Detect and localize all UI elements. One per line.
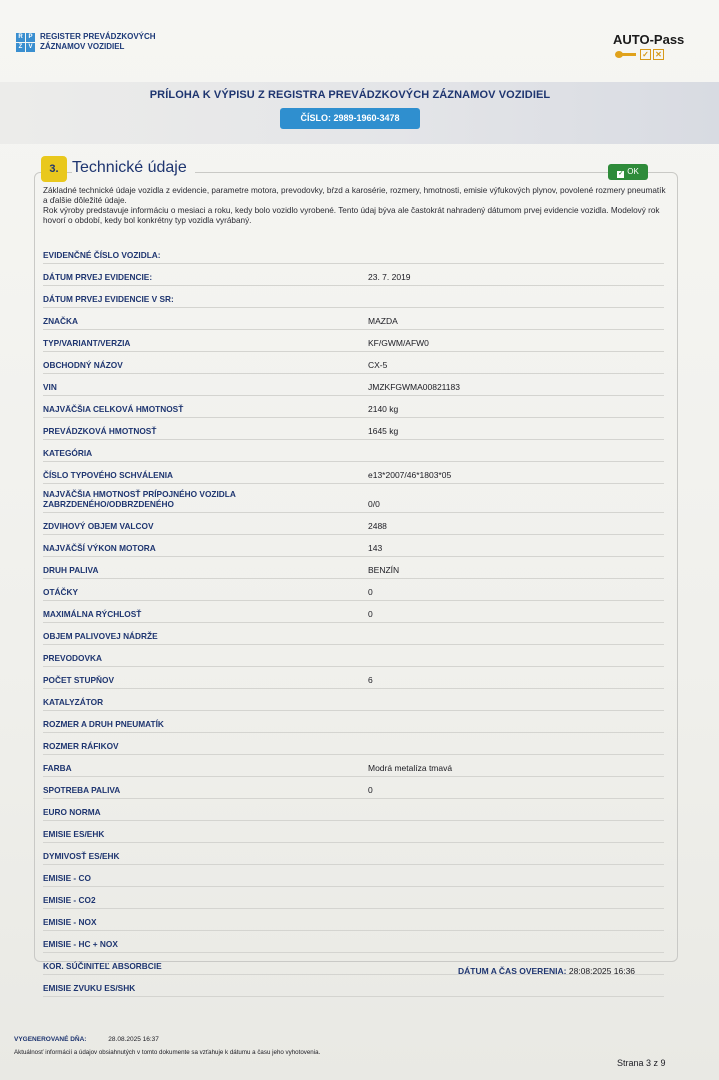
row-value: 0 [368, 785, 373, 795]
check-icon: ✓ [618, 171, 624, 177]
row-label: MAXIMÁLNA RÝCHLOSŤ [43, 608, 142, 619]
row-label: EURO NORMA [43, 806, 101, 817]
table-row [43, 931, 664, 953]
row-value: 2140 kg [368, 404, 399, 414]
table-row [43, 887, 664, 909]
row-value: KF/GWM/AFW0 [368, 338, 429, 348]
row-value: 6 [368, 675, 373, 685]
table-row [43, 777, 664, 799]
row-label: PREVÁDZKOVÁ HMOTNOSŤ [43, 425, 157, 436]
row-label: EMISIE ZVUKU ES/SHK [43, 982, 136, 993]
table-row [43, 242, 664, 264]
table-row [43, 286, 664, 308]
table-row [43, 711, 664, 733]
row-label: DYMIVOSŤ ES/EHK [43, 850, 120, 861]
row-value: 0 [368, 609, 373, 619]
technical-data-table [43, 242, 664, 997]
row-label: KATALYZÁTOR [43, 696, 104, 707]
table-row [43, 975, 664, 997]
logo-line-1: REGISTER PREVÁDZKOVÝCH [40, 32, 156, 41]
logo-text [40, 32, 156, 52]
row-label: NAJVÄČŠÍ VÝKON MOTORA [43, 542, 156, 553]
row-value: e13*2007/46*1803*05 [368, 470, 452, 480]
table-row [43, 330, 664, 352]
row-label: EMISIE - CO2 [43, 894, 96, 905]
table-row [43, 601, 664, 623]
intro-paragraph-2: Rok výroby predstavuje informáciu o mesiaci a roku, kedy bolo vozidlo vyrobené. Tento údaj býva ale častokrát nahradený dátumom prvej evidencie vozidla. Modelový rok hovorí o období, kedy bol konkrétny typ vozidla vyrábaný. [43, 206, 660, 225]
row-label: KOR. SÚČINITEĽ ABSORBCIE [43, 960, 162, 971]
row-value: 143 [368, 543, 383, 553]
row-label: POČET STUPŇOV [43, 674, 114, 685]
table-row [43, 484, 664, 513]
table-row [43, 264, 664, 286]
row-label: DRUH PALIVA [43, 564, 99, 575]
verification-label: DÁTUM A ČAS OVERENIA: [458, 966, 567, 976]
row-label: DÁTUM PRVEJ EVIDENCIE: [43, 271, 153, 282]
generated-info [14, 1036, 159, 1043]
table-row [43, 396, 664, 418]
table-row [43, 689, 664, 711]
page-number: Strana 3 z 9 [617, 1058, 666, 1068]
row-label: EMISIE - CO [43, 872, 91, 883]
table-row [43, 645, 664, 667]
table-row [43, 733, 664, 755]
table-row [43, 909, 664, 931]
status-badge [608, 164, 648, 180]
row-value: 0/0 [368, 499, 380, 509]
logo-letter: R [16, 33, 25, 42]
table-row [43, 418, 664, 440]
section-title: Technické údaje [72, 159, 195, 177]
table-row [43, 799, 664, 821]
key-icon [615, 50, 637, 59]
row-label: EMISIE ES/EHK [43, 828, 105, 839]
table-row [43, 667, 664, 689]
row-label: VIN [43, 381, 57, 392]
row-value: 2488 [368, 521, 387, 531]
row-label: ZNAČKA [43, 315, 79, 326]
row-label: ZDVIHOVÝ OBJEM VALCOV [43, 520, 154, 531]
logo-letter: Z [16, 43, 25, 52]
document-number-badge: ČÍSLO: 2989-1960-3478 [280, 108, 420, 129]
table-row [43, 352, 664, 374]
row-label: DÁTUM PRVEJ EVIDENCIE V SR: [43, 293, 174, 304]
row-label: ROZMER RÁFIKOV [43, 740, 119, 751]
row-value: 23. 7. 2019 [368, 272, 411, 282]
table-row [43, 535, 664, 557]
logo-line-2: ZÁZNAMOV VOZIDIEL [40, 42, 125, 51]
row-label: EMISIE - HC + NOX [43, 938, 118, 949]
table-row [43, 374, 664, 396]
verification-value: 28:08:2025 16:36 [568, 966, 636, 976]
generated-label: VYGENEROVANÉ DŇA: [14, 1036, 87, 1043]
row-label: NAJVÄČŠIA CELKOVÁ HMOTNOSŤ [43, 403, 184, 414]
table-row [43, 462, 664, 484]
row-label: EMISIE - NOX [43, 916, 97, 927]
checkmark-icon: ✓ [640, 49, 651, 60]
table-row [43, 821, 664, 843]
table-row [43, 557, 664, 579]
table-row [43, 308, 664, 330]
row-label: FARBA [43, 762, 72, 773]
autopass-logo [613, 32, 684, 60]
table-row [43, 865, 664, 887]
row-value: Modrá metalíza tmavá [368, 763, 453, 773]
section-number-badge: 3. [41, 156, 67, 182]
section-intro [43, 186, 668, 226]
table-row [43, 843, 664, 865]
row-label: OTÁČKY [43, 586, 79, 597]
row-value: JMZKFGWMA00821183 [368, 382, 460, 392]
row-label: EVIDENČNÉ ČÍSLO VOZIDLA: [43, 249, 161, 260]
row-value: 1645 kg [368, 426, 399, 436]
generated-value: 28.08.2025 16:37 [108, 1036, 159, 1043]
row-label: ČÍSLO TYPOVÉHO SCHVÁLENIA [43, 469, 173, 480]
document-title: PRÍLOHA K VÝPISU Z REGISTRA PREVÁDZKOVÝCH ZÁZNAMOV VOZIDIEL [149, 89, 551, 101]
row-label: OBCHODNÝ NÁZOV [43, 359, 123, 370]
status-text: OK [627, 167, 639, 176]
row-value: BENZÍN [368, 565, 400, 575]
row-label: SPOTREBA PALIVA [43, 784, 121, 795]
row-value: 0 [368, 587, 373, 597]
row-label: NAJVÄČŠIA HMOTNOSŤ PRÍPOJNÉHO VOZIDLA ZABRZDENÉHO/ODBRZDENÉHO [43, 489, 236, 509]
logo-letter: V [26, 43, 35, 52]
row-label: KATEGÓRIA [43, 447, 93, 458]
verification-datetime [458, 966, 635, 976]
autopass-title: AUTO-Pass [613, 32, 685, 47]
cross-icon: ✕ [653, 49, 664, 60]
logo-letter: P [26, 33, 35, 42]
table-row [43, 513, 664, 535]
row-label: PREVODOVKA [43, 652, 103, 663]
row-value: CX-5 [368, 360, 388, 370]
row-label: TYP/VARIANT/VERZIA [43, 337, 131, 348]
intro-paragraph-1: Základné technické údaje vozidla z evidencie, parametre motora, prevodovky, bŕzd a karosérie, rozmery, hmotnosti, emisie výfukových plynov, povolené rozmery pneumatík a ďalšie dôležité údaje. [43, 186, 666, 205]
row-label: ROZMER A DRUH PNEUMATÍK [43, 718, 164, 729]
logo-grid-icon [16, 33, 35, 52]
row-label: OBJEM PALIVOVEJ NÁDRŽE [43, 630, 158, 641]
footer-disclaimer: Aktuálnosť informácií a údajov obsiahnutých v tomto dokumente sa vzťahuje k dátumu a času jeho vyhotovenia. [14, 1049, 321, 1056]
table-row [43, 755, 664, 777]
table-row [43, 440, 664, 462]
row-value: MAZDA [368, 316, 398, 326]
autopass-marks [615, 49, 684, 60]
rpzv-logo [16, 32, 156, 52]
table-row [43, 579, 664, 601]
table-row [43, 623, 664, 645]
